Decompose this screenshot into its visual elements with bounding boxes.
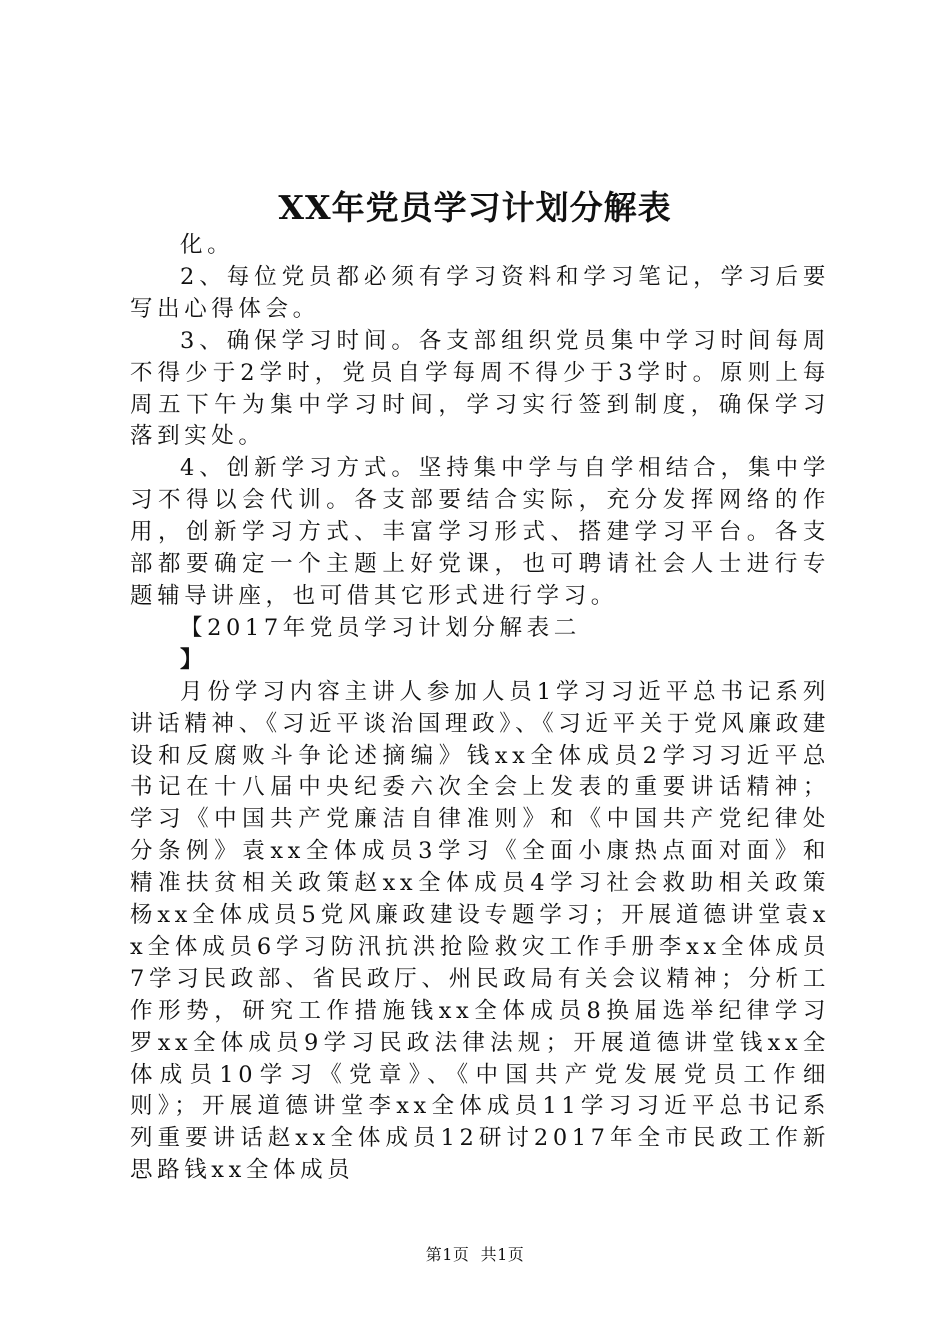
section-heading-close: 】 <box>180 646 208 673</box>
document-title: XX年党员学习计划分解表 <box>278 188 672 227</box>
page-number: 第1页 共1页 <box>425 1245 525 1264</box>
section-heading-open: 【2017年党员学习计划分解表二 <box>180 614 581 641</box>
schedule-paragraph: 月份学习内容主讲人参加人员1学习习近平总书记系列讲话精神、《习近平谈治国理政》、《习近平关于党风廉政建设和反腐败斗争论述摘编》钱xx全体成员2学习习近平总书记在十八届中央纪委六次全会上发表的重要讲话精神；学习《中国共产党廉洁自律准则》和《中国共产党纪律处分条例》袁xx全体成员3学习《全面小康热点面对面》和精准扶贫相关政策赵xx全体成员4学习社会救助相关政策杨xx全体成员5党风廉政建设专题学习；开展道德讲堂袁xx全体成员6学习防汛抗洪抢险救灾工作手册李xx全体成员7学习民政部、省民政厅、州民政局有关会议精神；分析工作形势，研究工作措施钱xx全体成员8换届选举纪律学习罗xx全体成员9学习民政法律法规；开展道德讲堂钱xx全体成员10学习《党章》、《中国共产党发展党员工作细则》；开展道德讲堂李xx全体成员11学习习近平总书记系列重要讲话赵xx全体成员12研讨2017年全市民政工作新思路钱xx全体成员 <box>130 678 830 1184</box>
paragraph-item-3: 3、确保学习时间。各支部组织党员集中学习时间每周不得少于2学时，党员自学每周不得少于3学时。原则上每周五下午为集中学习时间，学习实行签到制度，确保学习落到实处。 <box>130 327 830 450</box>
page-footer <box>0 1243 950 1267</box>
paragraph-item-2: 2、每位党员都必须有学习资料和学习笔记，学习后要写出心得体会。 <box>130 263 830 322</box>
document-body <box>130 230 830 1187</box>
paragraph-item-4: 4、创新学习方式。坚持集中学与自学相结合，集中学习不得以会代训。各支部要结合实际，充分发挥网络的作用，创新学习方式、丰富学习形式、搭建学习平台。各支部都要确定一个主题上好党课，也可聘请社会人士进行专题辅导讲座，也可借其它形式进行学习。 <box>130 455 830 609</box>
paragraph-continuation: 化。 <box>180 232 235 258</box>
